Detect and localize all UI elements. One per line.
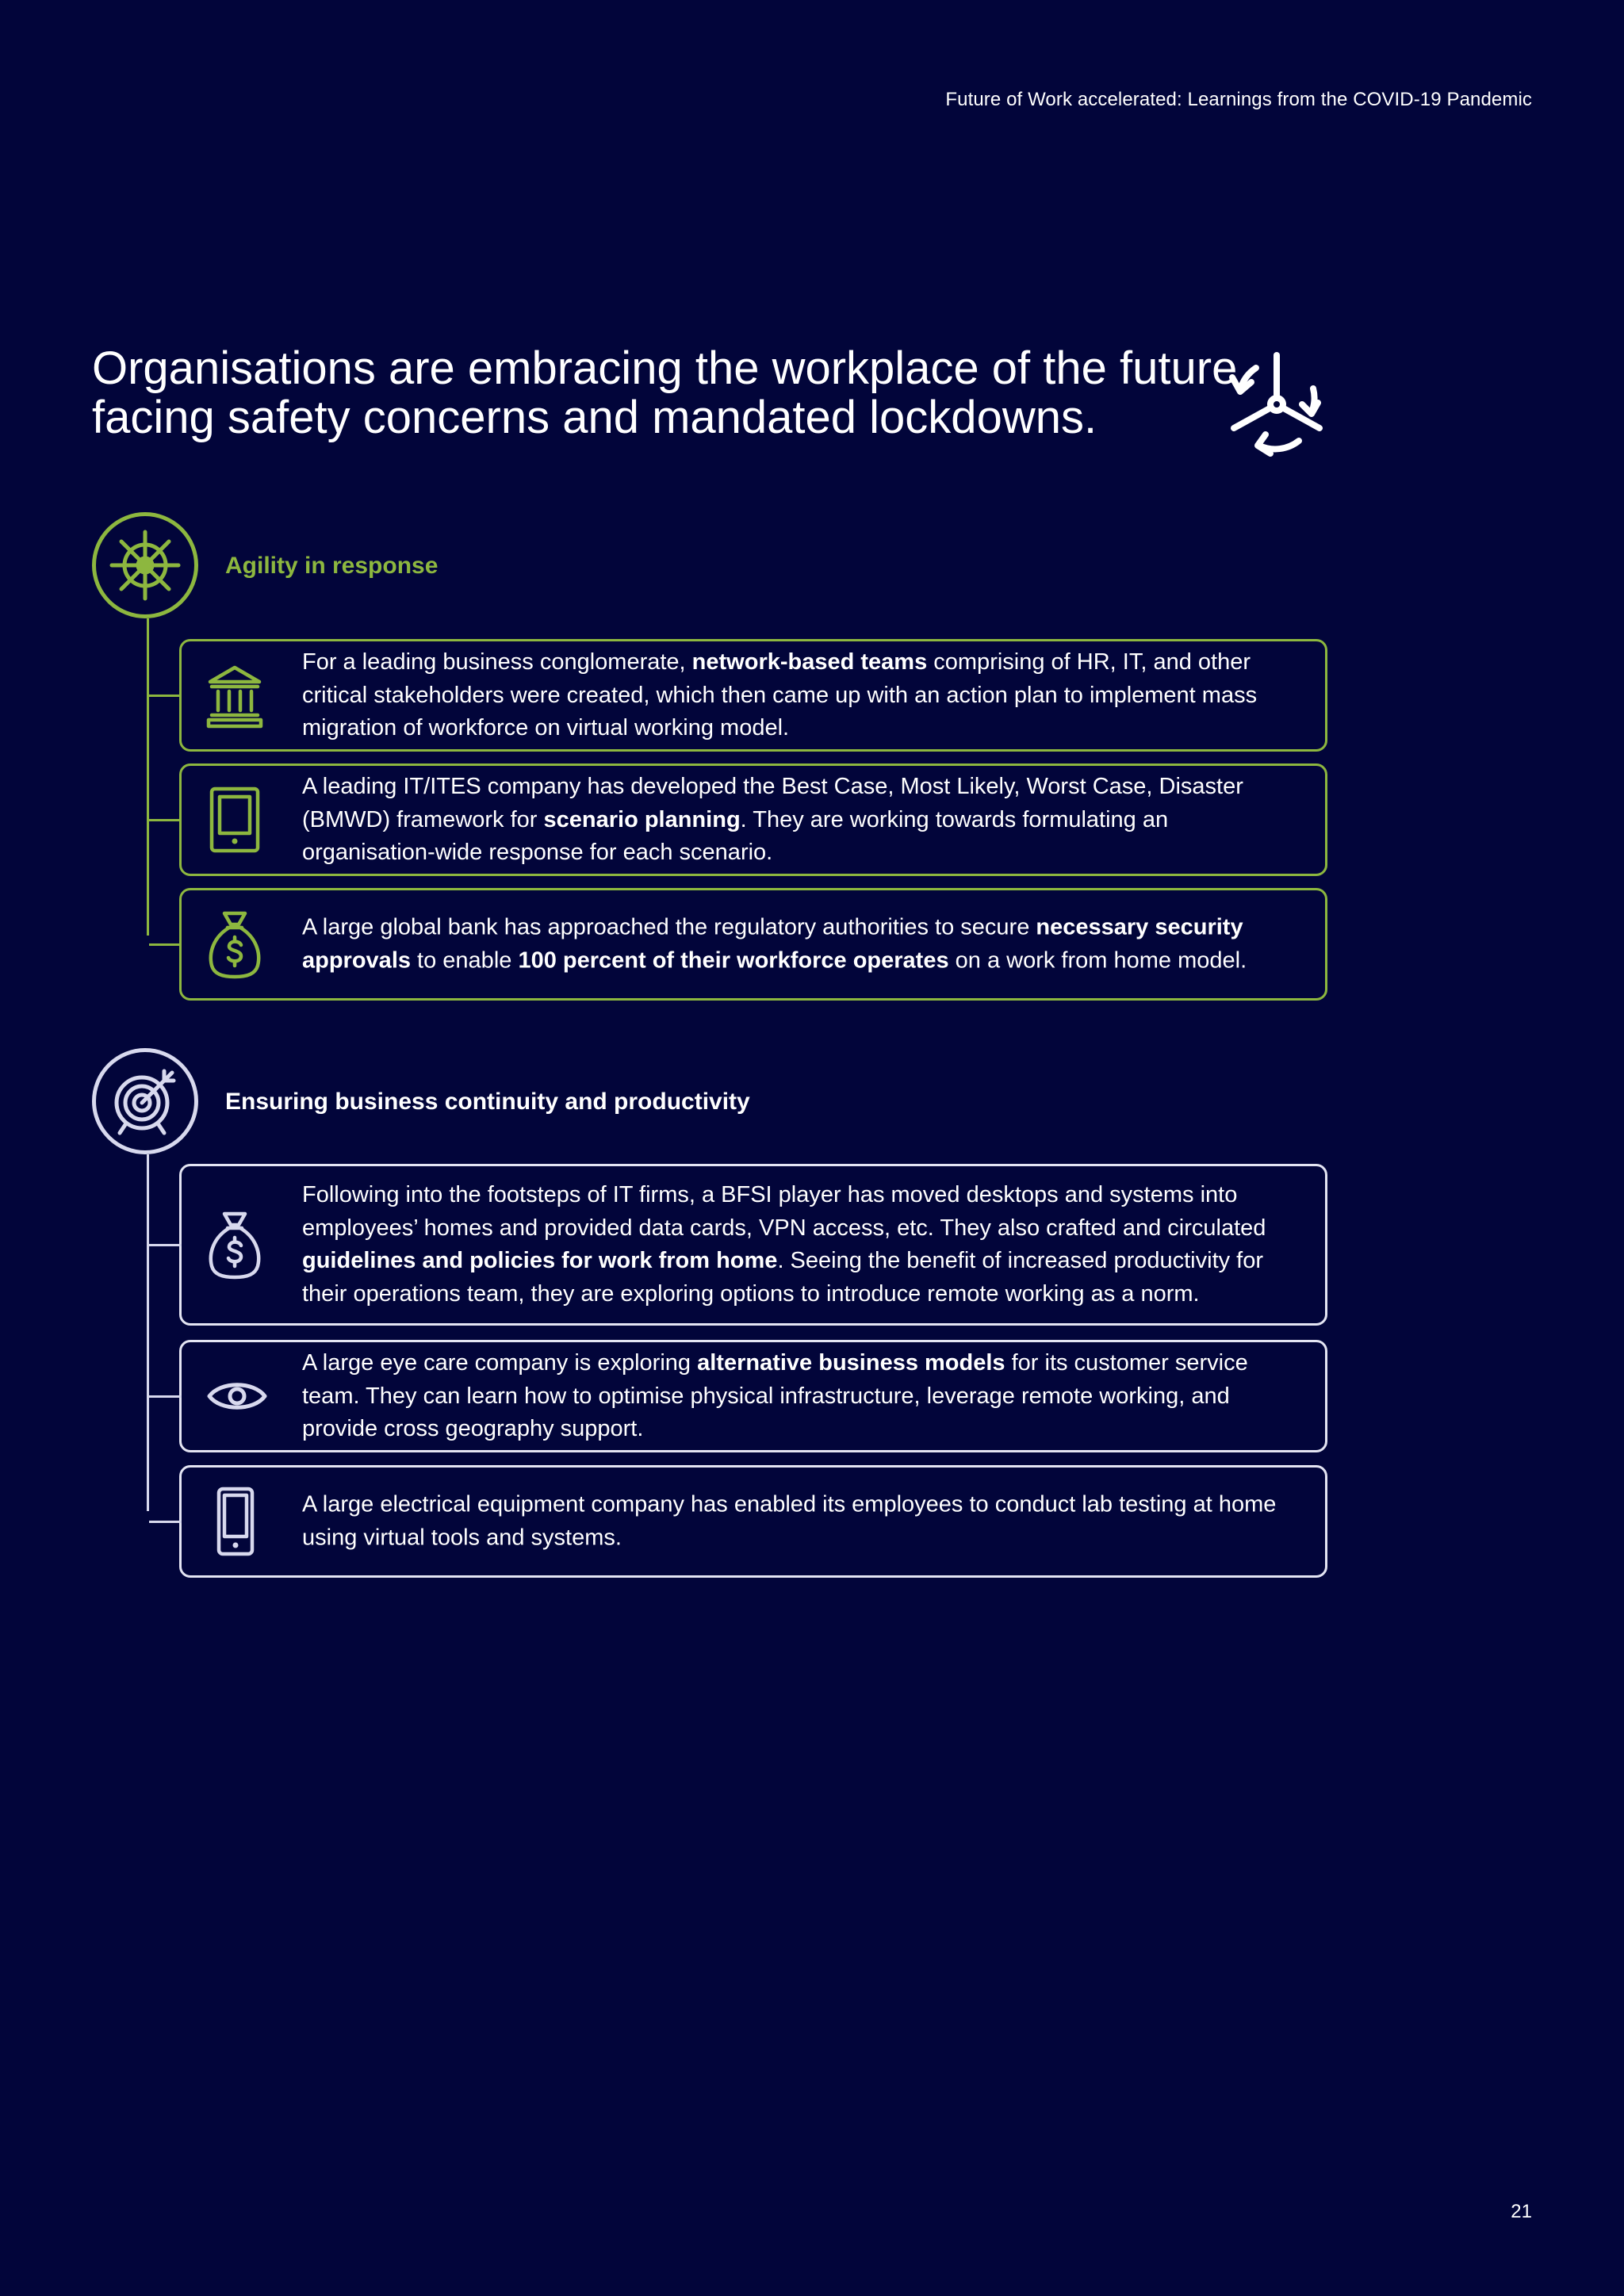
case-card — [179, 1465, 1327, 1578]
section-spine — [147, 618, 149, 936]
card-text: A leading IT/ITES company has developed the Best Case, Most Likely, Worst Case, Disaster (BMWD) framework for scenario planning. They are working towards formulating an organisation-wide response for each scenario. — [302, 773, 1243, 865]
money-bag-icon — [205, 1209, 264, 1280]
section-business-continuity — [92, 1048, 1329, 1579]
case-card — [179, 1164, 1327, 1326]
smartphone-icon — [205, 1486, 264, 1557]
card-connector — [149, 1395, 182, 1398]
ship-wheel-icon — [109, 529, 182, 602]
section-icon-circle — [92, 1048, 198, 1154]
section-heading: Agility in response — [225, 553, 439, 579]
card-connector — [149, 943, 182, 946]
page-title-line-2: facing safety concerns and mandated lockdowns. — [92, 392, 1097, 443]
card-text: A large electrical equipment company has enabled its employees to conduct lab testing at home using virtual tools and systems. — [302, 1491, 1277, 1550]
page-number: 21 — [1511, 2201, 1532, 2222]
card-text: A large global bank has approached the regulatory authorities to secure necessary security approvals to enable 100 percent of their workforce operates on a work from home model. — [302, 914, 1247, 973]
target-icon — [109, 1065, 182, 1138]
section-heading: Ensuring business continuity and productivity — [225, 1089, 750, 1115]
case-card — [179, 1340, 1327, 1452]
cycle-arrows-icon — [1224, 349, 1329, 460]
bank-building-icon — [205, 660, 264, 731]
card-text: Following into the footsteps of IT firms, a BFSI player has moved desktops and systems into employees’ homes and provided data cards, VPN access, etc. They also crafted and circulated guidelines and policies for work from home. Seeing the benefit of increased productivity for their operations team, they are exploring options to introduce remote working as a norm. — [302, 1182, 1266, 1307]
card-text: For a leading business conglomerate, network-based teams comprising of HR, IT, and other critical stakeholders were created, which then came up with an action plan to implement mass migration of workforce on virtual working model. — [302, 649, 1258, 740]
running-header: Future of Work accelerated: Learnings from the COVID-19 Pandemic — [945, 89, 1532, 110]
section-spine — [147, 1154, 149, 1511]
page-title-line-1: Organisations are embracing the workplace of the future — [92, 342, 1238, 394]
section-icon-circle — [92, 512, 198, 618]
card-connector — [149, 819, 182, 821]
page-title — [92, 342, 1238, 443]
money-bag-icon — [205, 909, 264, 980]
card-connector — [149, 1521, 182, 1523]
case-card — [179, 888, 1327, 1001]
eye-icon — [199, 1360, 275, 1432]
tablet-icon — [205, 784, 264, 855]
section-agility — [92, 512, 1329, 1004]
card-connector — [149, 695, 182, 697]
case-card — [179, 763, 1327, 876]
card-text: A large eye care company is exploring alternative business models for its customer service team. They can learn how to optimise physical infrastructure, leverage remote working, and provide cross geography support. — [302, 1349, 1248, 1441]
card-connector — [149, 1244, 182, 1246]
case-card — [179, 639, 1327, 752]
